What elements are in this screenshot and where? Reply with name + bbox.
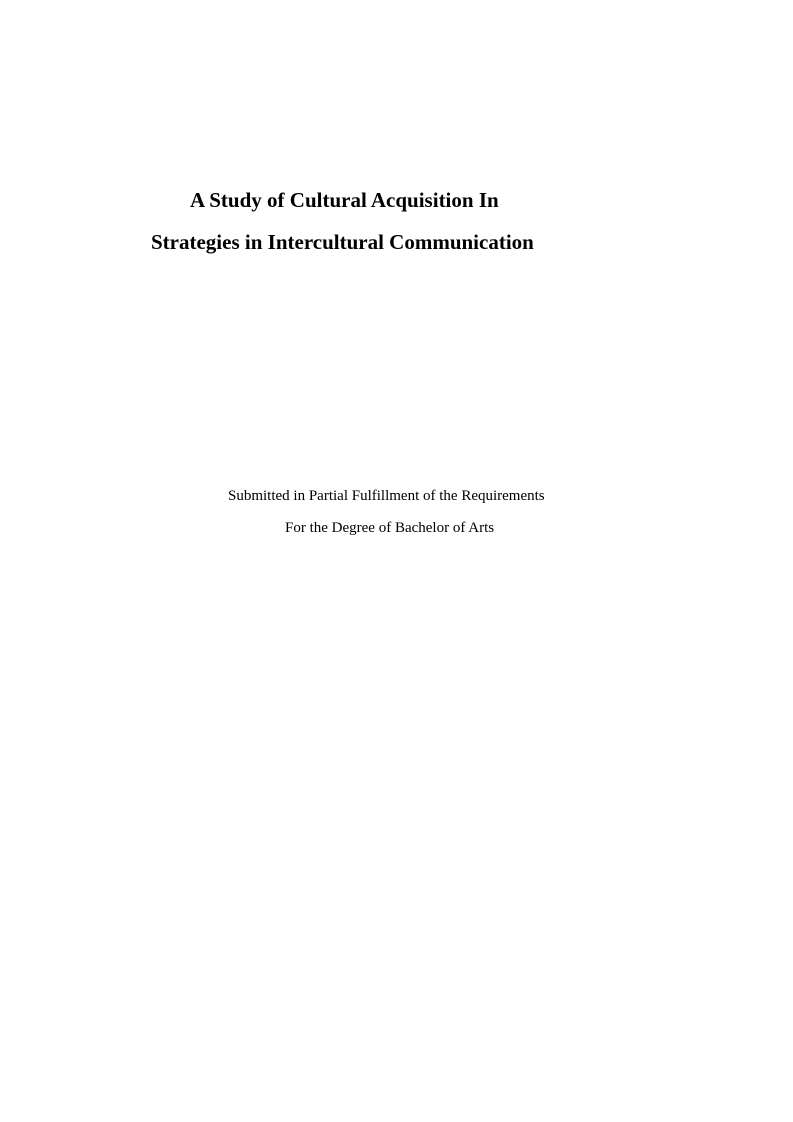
title-line-1: A Study of Cultural Acquisition In	[190, 188, 499, 212]
title-line-2: Strategies in Intercultural Communication	[151, 230, 534, 254]
submission-statement: Submitted in Partial Fulfillment of the Requirements	[228, 488, 545, 504]
degree-statement: For the Degree of Bachelor of Arts	[285, 520, 495, 536]
